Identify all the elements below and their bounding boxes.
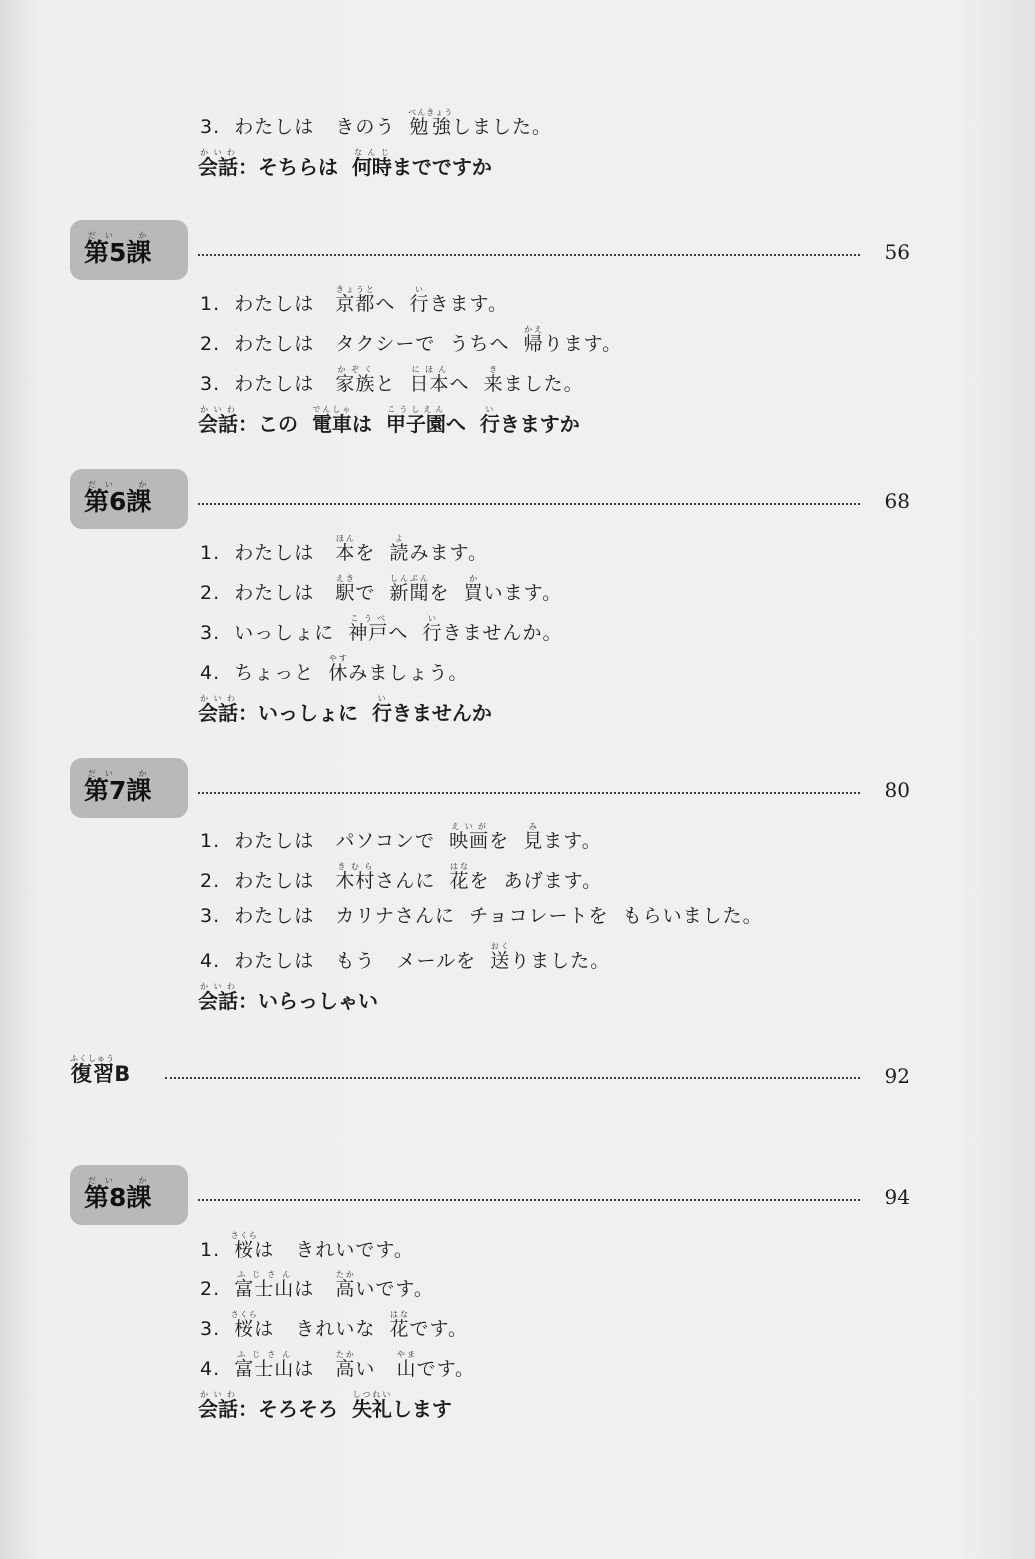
lesson-8-page-number: 94: [884, 1185, 910, 1209]
lesson-7-line-4: 4. わたしは もう メールを 送おくりました。: [200, 942, 611, 972]
top-line-3: 3. わたしは きのう 勉強べんきょうしました。: [200, 108, 553, 138]
lesson-7-line-3: 3. わたしは カリナさんに チョコレートを もらいました。: [200, 905, 763, 927]
lesson-8-line-4: 4. 富士山ふじさんは 高たかい 山やまです。: [200, 1350, 476, 1380]
lesson-6-line-3: 3. いっしょに 神戸こうべへ 行いきませんか。: [200, 614, 563, 644]
lesson-5-line-2: 2. わたしは タクシーで うちへ 帰かえります。: [200, 325, 623, 355]
lesson-5-title: 第5課: [84, 238, 152, 267]
lesson-8-title: 第8課: [84, 1183, 152, 1212]
lesson-8-line-1: 1. 桜さくらは きれいです。: [200, 1231, 414, 1261]
lesson-7-title: 第7課: [84, 776, 152, 805]
lesson-7-page-number: 80: [884, 778, 910, 802]
lesson-6-line-4: 4. ちょっと 休やすみましょう。: [200, 654, 469, 684]
lesson-5-badge: 第5課だい か: [70, 220, 188, 280]
lesson-5-leader-dots: [198, 254, 860, 256]
lesson-6-badge: 第6課だい か: [70, 469, 188, 529]
lesson-5-line-1: 1. わたしは 京都きょうとへ 行いきます。: [200, 285, 508, 315]
lesson-7-line-1: 1. わたしは パソコンで 映画えいがを 見みます。: [200, 822, 602, 852]
lesson-5-line-3: 3. わたしは 家族かぞくと 日本にほんへ 来きました。: [200, 365, 584, 395]
lesson-5-page-number: 56: [884, 240, 910, 264]
lesson-7-badge: 第7課だい か: [70, 758, 188, 818]
lesson-6-page-number: 68: [884, 489, 910, 513]
lesson-6-line-2: 2. わたしは 駅えきで 新聞しんぶんを 買かいます。: [200, 574, 563, 604]
lesson-6-leader-dots: [198, 503, 860, 505]
lesson-7-conversation: 会話かいわ：いらっしゃい: [198, 982, 378, 1013]
top-conversation: 会話かいわ：そちらは 何時なんじまでですか: [198, 148, 492, 179]
lesson-8-line-3: 3. 桜さくらは きれいな 花はなです。: [200, 1310, 468, 1340]
lesson-7-leader-dots: [198, 792, 860, 794]
lesson-8-conversation: 会話かいわ：そろそろ 失礼しつれいします: [198, 1390, 452, 1421]
lesson-8-line-2: 2. 富士山ふじさんは 高たかいです。: [200, 1270, 434, 1300]
lesson-8-leader-dots: [198, 1199, 860, 1201]
review-b-leader-dots: [165, 1077, 860, 1079]
lesson-6-title: 第6課: [84, 487, 152, 516]
lesson-8-badge: 第8課だい か: [70, 1165, 188, 1225]
lesson-7-line-2: 2. わたしは 木村きむらさんに 花はなを あげます。: [200, 862, 603, 892]
lesson-6-conversation: 会話かいわ：いっしょに 行いきませんか: [198, 694, 492, 725]
review-b-page-number: 92: [884, 1064, 910, 1088]
lesson-5-conversation: 会話かいわ：この 電車でんしゃは 甲子園こうしえんへ 行いきますか: [198, 405, 580, 436]
review-b-heading: 復習ふくしゅうB: [70, 1054, 131, 1086]
lesson-6-line-1: 1. わたしは 本ほんを 読よみます。: [200, 534, 488, 564]
